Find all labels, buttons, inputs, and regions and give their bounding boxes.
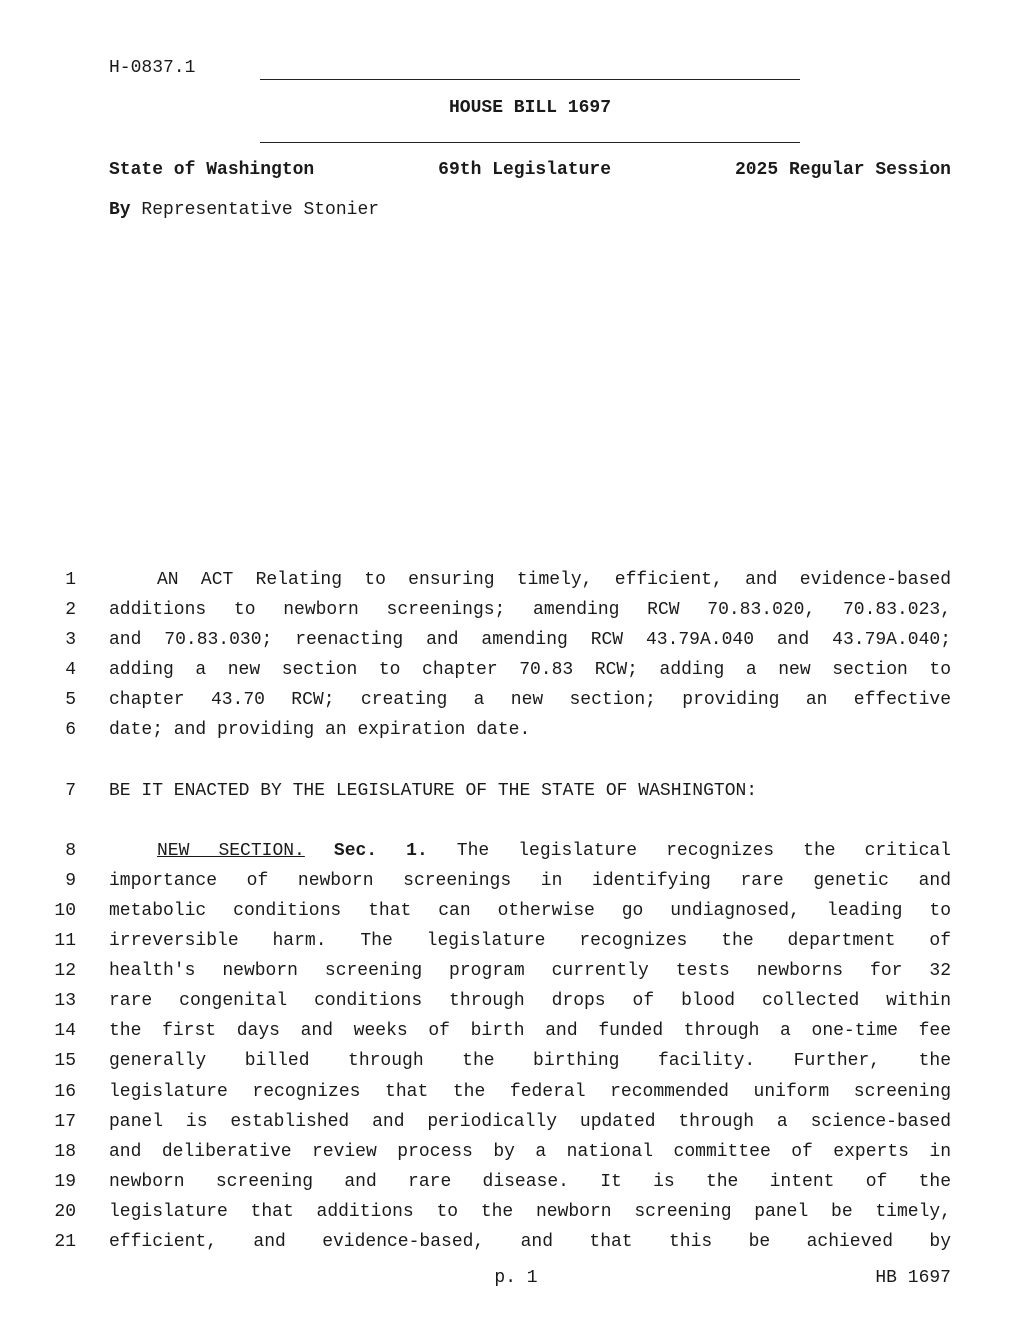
line-number: 3: [65, 630, 76, 650]
session-header: [109, 160, 951, 180]
bill-line: rare congenital conditions through drops of blood collected within: [109, 991, 951, 1011]
line-number: 6: [65, 720, 76, 740]
bill-line: legislature recognizes that the federal recommended uniform screening: [109, 1082, 951, 1102]
line-number: 8: [65, 841, 76, 861]
bill-line: date; and providing an expiration date.: [109, 720, 531, 740]
bill-line: the first days and weeks of birth and funded through a one-time fee: [109, 1021, 951, 1041]
line-number: 5: [65, 690, 76, 710]
section-number: Sec. 1.: [333, 841, 428, 861]
bill-line: irreversible harm. The legislature recognizes the department of: [109, 931, 951, 951]
bill-line: additions to newborn screenings; amending RCW 70.83.020, 70.83.023,: [109, 600, 951, 620]
line-number: 1: [65, 570, 76, 590]
title-rule-bottom: [260, 142, 800, 143]
bill-line: and 70.83.030; reenacting and amending RCW 43.79A.040 and 43.79A.040;: [109, 630, 951, 650]
sponsor-name: Representative Stonier: [141, 200, 380, 220]
sponsor-prefix: By: [109, 200, 131, 220]
line-number: 18: [54, 1142, 76, 1162]
line-number: 12: [54, 961, 76, 981]
bill-line: newborn screening and rare disease. It is the intent of the: [109, 1172, 951, 1192]
line-number: 16: [54, 1082, 76, 1102]
page-number: p. 1: [494, 1268, 538, 1288]
line-number: 13: [54, 991, 76, 1011]
bill-line: chapter 43.70 RCW; creating a new section; providing an effective: [109, 690, 951, 710]
line-number: 17: [54, 1112, 76, 1132]
footer-bill-ref: HB 1697: [875, 1268, 951, 1288]
bill-line: health's newborn screening program currently tests newborns for 32: [109, 961, 951, 981]
line-number: 2: [65, 600, 76, 620]
line-number: 11: [54, 931, 76, 951]
sponsor-line: [109, 200, 379, 220]
line-number: 7: [65, 781, 76, 801]
enacting-clause: BE IT ENACTED BY THE LEGISLATURE OF THE STATE OF WASHINGTON:: [109, 781, 758, 801]
state-name: State of Washington: [109, 160, 315, 180]
line-number: 19: [54, 1172, 76, 1192]
bill-line: AN ACT Relating to ensuring timely, efficient, and evidence-based: [157, 570, 951, 590]
legislature-number: 69th Legislature: [438, 160, 611, 180]
section-heading-line: [109, 840, 951, 862]
title-rule-top: [260, 79, 800, 80]
bill-code: H-0837.1: [109, 58, 196, 78]
bill-line: adding a new section to chapter 70.83 RCW; adding a new section to: [109, 660, 951, 680]
bill-title: HOUSE BILL 1697: [448, 98, 612, 118]
bill-line: generally billed through the birthing facility. Further, the: [109, 1051, 951, 1071]
line-number: 15: [54, 1051, 76, 1071]
bill-line: metabolic conditions that can otherwise go undiagnosed, leading to: [109, 901, 951, 921]
session-name: 2025 Regular Session: [734, 160, 951, 180]
bill-line: importance of newborn screenings in identifying rare genetic and: [109, 871, 951, 891]
line-number: 21: [54, 1232, 76, 1252]
line-number: 14: [54, 1021, 76, 1041]
section-text: The legislature recognizes the critical: [456, 841, 951, 861]
bill-line: and deliberative review process by a national committee of experts in: [109, 1142, 951, 1162]
line-number: 20: [54, 1202, 76, 1222]
line-number: 10: [54, 901, 76, 921]
bill-line: efficient, and evidence-based, and that this be achieved by: [109, 1232, 951, 1252]
bill-line: panel is established and periodically updated through a science-based: [109, 1112, 951, 1132]
line-number: 4: [65, 660, 76, 680]
new-section-label: NEW SECTION.: [157, 841, 305, 861]
bill-line: legislature that additions to the newborn screening panel be timely,: [109, 1202, 951, 1222]
line-number: 9: [65, 871, 76, 891]
